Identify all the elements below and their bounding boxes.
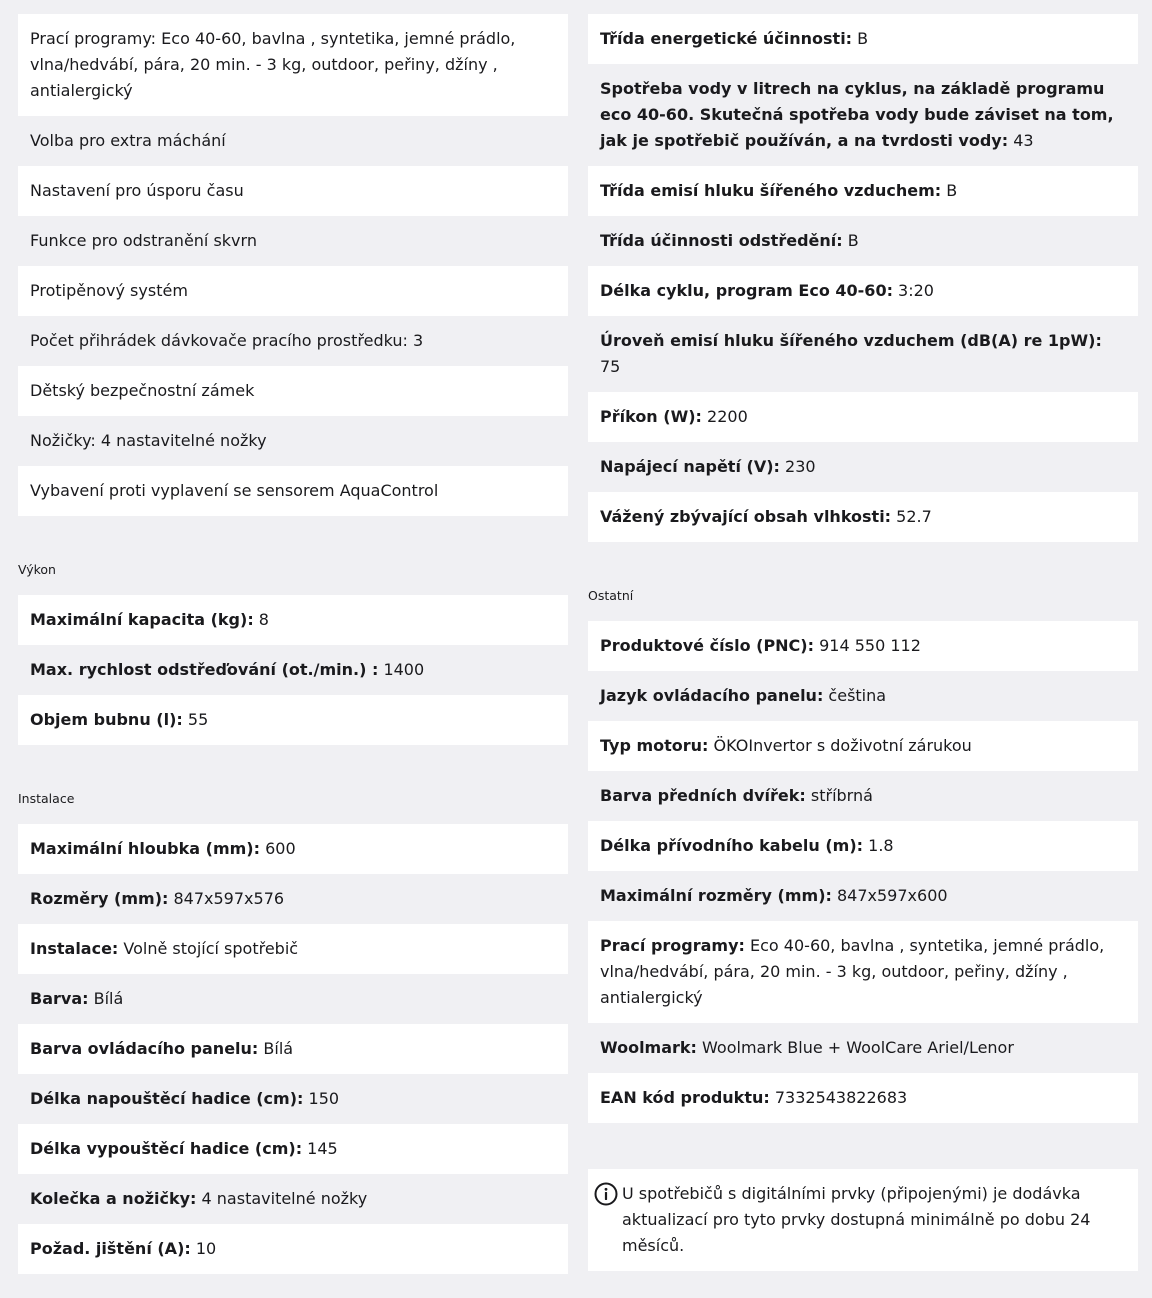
vykon-list (18, 595, 568, 745)
spec-row (588, 392, 1138, 442)
spec-value: 600 (260, 839, 296, 858)
spec-row (588, 771, 1138, 821)
spec-row (18, 1024, 568, 1074)
feature-row (18, 116, 568, 166)
spec-row (588, 216, 1138, 266)
spec-row (588, 316, 1138, 392)
row-text (30, 1186, 367, 1212)
spec-row (588, 671, 1138, 721)
spec-value: Eco 40-60, bavlna , syntetika, jemné prádlo, vlna/hedvábí, pára, 20 min. - 3 kg, outdoor, peřiny, džíny , antialergický (600, 936, 1105, 1007)
spec-label: Délka přívodního kabelu (m): (600, 836, 864, 855)
row-text (600, 26, 868, 52)
row-text (600, 1035, 1014, 1061)
ostatni-list (588, 621, 1138, 1123)
spec-label: Barva: (30, 989, 89, 1008)
row-text (600, 883, 948, 909)
spec-value: Počet přihrádek dávkovače pracího prostředku: 3 (30, 331, 424, 350)
spec-value: 847x597x576 (168, 889, 285, 908)
row-text (30, 478, 438, 504)
feature-row (18, 14, 568, 116)
spec-row (18, 924, 568, 974)
row-text (600, 683, 886, 709)
spec-row (588, 721, 1138, 771)
spec-label: Požad. jištění (A): (30, 1239, 191, 1258)
spec-row (18, 1224, 568, 1274)
spec-value: 230 (779, 457, 816, 476)
row-text (30, 128, 226, 154)
spec-label: Délka cyklu, program Eco 40-60: (600, 281, 893, 300)
feature-row (18, 216, 568, 266)
info-icon (594, 1182, 618, 1206)
spec-label: Maximální rozměry (mm): (600, 886, 832, 905)
spec-value: 847x597x600 (831, 886, 948, 905)
energy-list (588, 14, 1138, 542)
spec-value: Bílá (88, 989, 124, 1008)
spec-row (18, 1174, 568, 1224)
row-text (30, 1036, 293, 1062)
spec-row (588, 64, 1138, 166)
spec-row (18, 645, 568, 695)
spec-value: Vybavení proti vyplavení se sensorem AquaControl (30, 481, 439, 500)
section-title-ostatni: Ostatní (588, 588, 634, 603)
spec-label: Produktové číslo (PNC): (600, 636, 815, 655)
spec-row (18, 874, 568, 924)
spec-label: Maximální hloubka (mm): (30, 839, 261, 858)
row-text (600, 328, 1126, 380)
spec-value: 43 (1008, 131, 1034, 150)
spec-value: B (842, 231, 859, 250)
row-text (600, 76, 1126, 154)
row-text (600, 633, 921, 659)
spec-row (588, 166, 1138, 216)
spec-label: Maximální kapacita (kg): (30, 610, 254, 629)
spec-label: Délka vypouštěcí hadice (cm): (30, 1139, 303, 1158)
spec-value: 1400 (378, 660, 425, 679)
spec-value: B (941, 181, 958, 200)
digital-updates-notice (588, 1169, 1138, 1271)
notice-text: U spotřebičů s digitálními prvky (připojenými) je dodávka aktualizací pro tyto prvky dostupná minimálně po dobu 24 měsíců. (622, 1184, 1091, 1255)
spec-label: Příkon (W): (600, 407, 702, 426)
section-title-vykon: Výkon (18, 562, 56, 577)
spec-label: Napájecí napětí (V): (600, 457, 780, 476)
spec-value: Woolmark Blue + WoolCare Ariel/Lenor (696, 1038, 1014, 1057)
spec-label: EAN kód produktu: (600, 1088, 770, 1107)
spec-label: Třída emisí hluku šířeného vzduchem: (600, 181, 942, 200)
row-text (30, 836, 296, 862)
row-text (600, 228, 859, 254)
spec-label: Rozměry (mm): (30, 889, 169, 908)
row-text (30, 178, 244, 204)
row-text (30, 428, 267, 454)
row-text (30, 278, 188, 304)
row-text (30, 986, 123, 1012)
spec-value: 1.8 (863, 836, 894, 855)
spec-value: ÖKOInvertor s doživotní zárukou (708, 736, 972, 755)
row-text (600, 454, 816, 480)
spec-label: Barva ovládacího panelu: (30, 1039, 259, 1058)
spec-row (18, 695, 568, 745)
spec-value: 914 550 112 (814, 636, 921, 655)
spec-label: Třída energetické účinnosti: (600, 29, 853, 48)
spec-value: 7332543822683 (769, 1088, 908, 1107)
spec-label: Třída účinnosti odstředění: (600, 231, 843, 250)
spec-value: Dětský bezpečnostní zámek (30, 381, 255, 400)
row-text (30, 1236, 216, 1262)
spec-label: Max. rychlost odstřeďování (ot./min.) : (30, 660, 379, 679)
row-text (30, 378, 254, 404)
spec-label: Kolečka a nožičky: (30, 1189, 197, 1208)
feature-row (18, 466, 568, 516)
row-text (30, 1136, 338, 1162)
row-text (600, 504, 932, 530)
row-text (600, 178, 957, 204)
spec-row (18, 1074, 568, 1124)
spec-value: Prací programy: Eco 40-60, bavlna , syntetika, jemné prádlo, vlna/hedvábí, pára, 20 min. - 3 kg, outdoor, peřiny, džíny , antialergický (30, 29, 516, 100)
spec-value: 52.7 (891, 507, 932, 526)
spec-label: Délka napouštěcí hadice (cm): (30, 1089, 304, 1108)
spec-value: 4 nastavitelné nožky (196, 1189, 368, 1208)
row-text (30, 328, 423, 354)
spec-label: Vážený zbývající obsah vlhkosti: (600, 507, 892, 526)
spec-value: B (852, 29, 869, 48)
spec-label: Úroveň emisí hluku šířeného vzduchem (dB(A) re 1pW): (600, 331, 1102, 350)
spec-label: Prací programy: (600, 936, 745, 955)
left-column (18, 14, 568, 1274)
spec-row (588, 442, 1138, 492)
row-text (600, 404, 748, 430)
spec-label: Barva předních dvířek: (600, 786, 806, 805)
spec-value: Volba pro extra máchání (30, 131, 226, 150)
spec-value: 2200 (701, 407, 748, 426)
spec-value: Funkce pro odstranění skvrn (30, 231, 257, 250)
section-title-instalace: Instalace (18, 791, 75, 806)
row-text (30, 707, 208, 733)
spec-value: čeština (823, 686, 887, 705)
right-column (588, 14, 1138, 1271)
features-list (18, 14, 568, 516)
row-text (600, 1085, 907, 1111)
feature-row (18, 316, 568, 366)
row-text (30, 26, 556, 104)
spec-row (18, 1124, 568, 1174)
spec-row (18, 824, 568, 874)
spec-label: Instalace: (30, 939, 119, 958)
spec-row (588, 621, 1138, 671)
row-text (30, 886, 284, 912)
spec-row (588, 921, 1138, 1023)
row-text (600, 933, 1126, 1011)
spec-label: Jazyk ovládacího panelu: (600, 686, 824, 705)
spec-value: 55 (182, 710, 209, 729)
feature-row (18, 166, 568, 216)
spec-row (18, 595, 568, 645)
feature-row (18, 366, 568, 416)
feature-row (18, 416, 568, 466)
row-text (600, 733, 972, 759)
spec-label: Typ motoru: (600, 736, 709, 755)
spec-value: 10 (190, 1239, 217, 1258)
spec-value: Bílá (258, 1039, 294, 1058)
spec-value: 8 (253, 610, 269, 629)
row-text (600, 783, 873, 809)
spec-label: Objem bubnu (l): (30, 710, 183, 729)
feature-row (18, 266, 568, 316)
row-text (30, 657, 424, 683)
row-text (30, 228, 257, 254)
row-text (600, 833, 894, 859)
row-text (30, 607, 269, 633)
spec-value: Protipěnový systém (30, 281, 188, 300)
spec-value: Nožičky: 4 nastavitelné nožky (30, 431, 267, 450)
spec-row (588, 266, 1138, 316)
spec-value: Nastavení pro úsporu času (30, 181, 244, 200)
instalace-list (18, 824, 568, 1274)
spec-row (588, 821, 1138, 871)
spec-value: Volně stojící spotřebič (118, 939, 299, 958)
spec-row (18, 974, 568, 1024)
spec-value: stříbrná (805, 786, 873, 805)
spec-row (588, 871, 1138, 921)
spec-row (588, 1073, 1138, 1123)
spec-row (588, 14, 1138, 64)
spec-label: Woolmark: (600, 1038, 697, 1057)
spec-value: 150 (303, 1089, 340, 1108)
spec-value: 3:20 (892, 281, 934, 300)
row-text (30, 1086, 339, 1112)
spec-value: 145 (302, 1139, 338, 1158)
spec-row (588, 492, 1138, 542)
row-text (30, 936, 298, 962)
spec-value: 75 (600, 357, 621, 376)
spec-row (588, 1023, 1138, 1073)
row-text (600, 278, 934, 304)
spec-label: Spotřeba vody v litrech na cyklus, na základě programu eco 40-60. Skutečná spotřeba vody bude záviset na tom, jak je spotřebič používán, a na tvrdosti vody: (600, 79, 1114, 150)
